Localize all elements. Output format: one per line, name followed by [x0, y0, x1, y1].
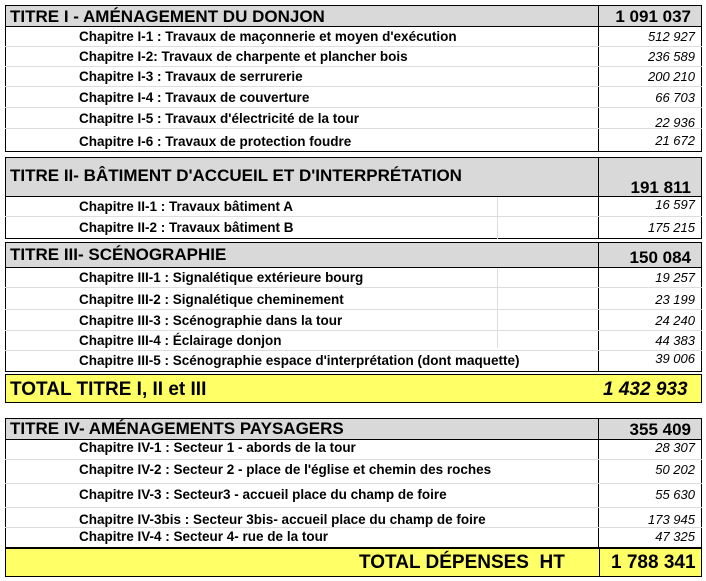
chapter-value: 173 945	[648, 512, 695, 527]
chapter-value: 200 210	[648, 69, 695, 84]
section-title: TITRE IV- AMÉNAGEMENTS PAYSAGERS	[10, 419, 344, 438]
chapter-label: Chapitre IV-4 : Secteur 4- rue de la tour	[79, 529, 329, 544]
chapter-label: Chapitre III-3 : Scénographie dans la tour	[79, 313, 343, 328]
table-row	[5, 88, 702, 108]
table-row	[5, 47, 702, 67]
table-row	[5, 528, 702, 548]
chapter-value: 39 006	[655, 351, 695, 366]
chapter-value: 175 215	[648, 220, 695, 235]
chapter-value: 19 257	[655, 270, 695, 285]
section-total: 150 084	[629, 248, 691, 267]
table-row	[5, 311, 702, 331]
total-value: 1 432 933	[603, 379, 688, 400]
chapter-label: Chapitre IV-1 : Secteur 1 - abords de la tour	[79, 440, 356, 455]
chapter-label: Chapitre I-3 : Travaux de serrurerie	[79, 69, 303, 84]
chapter-value: 55 630	[655, 487, 695, 502]
table-row	[5, 109, 702, 129]
chapter-value: 50 202	[655, 462, 695, 477]
table-row	[5, 440, 702, 460]
table-row	[5, 130, 702, 150]
total-value: 1 788 341	[611, 552, 696, 573]
chapter-label: Chapitre IV-2 : Secteur 2 - place de l'église et chemin des roches	[79, 462, 492, 477]
table-row	[5, 508, 702, 528]
table-row	[5, 197, 702, 217]
section-titre-1	[5, 5, 702, 152]
section-titre-2	[5, 157, 702, 239]
section-total: 191 811	[630, 178, 691, 197]
chapter-label: Chapitre III-5 : Scénographie espace d'interprétation (dont maquette)	[79, 353, 520, 368]
total-label: TOTAL DÉPENSES HT	[359, 552, 565, 573]
table-row	[5, 290, 702, 310]
chapter-value: 21 672	[655, 133, 695, 148]
chapter-label: Chapitre I-4 : Travaux de couverture	[79, 90, 310, 105]
chapter-value: 23 199	[655, 292, 695, 307]
table-row	[5, 351, 702, 371]
total-titres-1-2-3	[5, 374, 702, 403]
table-row	[5, 67, 702, 87]
chapter-value: 24 240	[655, 313, 695, 328]
total-depenses	[5, 548, 702, 577]
chapter-value: 66 703	[655, 90, 695, 105]
section-title: TITRE II- BÂTIMENT D'ACCUEIL ET D'INTERPRÉTATION	[10, 166, 462, 185]
chapter-label: Chapitre II-1 : Travaux bâtiment A	[79, 199, 294, 214]
chapter-value: 28 307	[655, 440, 695, 455]
chapter-label: Chapitre I-5 : Travaux d'électricité de la tour	[79, 111, 360, 126]
chapter-label: Chapitre I-2: Travaux de charpente et plancher bois	[79, 49, 408, 64]
table-row	[5, 460, 702, 484]
chapter-label: Chapitre III-4 : Éclairage donjon	[79, 333, 282, 348]
chapter-label: Chapitre I-1 : Travaux de maçonnerie et moyen d'exécution	[79, 29, 457, 44]
chapter-label: Chapitre III-1 : Signalétique extérieure bourg	[79, 270, 364, 285]
chapter-label: Chapitre III-2 : Signalétique cheminement	[79, 292, 344, 307]
chapter-value: 44 383	[655, 333, 695, 348]
chapter-label: Chapitre II-2 : Travaux bâtiment B	[79, 220, 294, 235]
section-titre-3	[5, 242, 702, 372]
table-row	[5, 218, 702, 238]
section-titre-4	[5, 418, 702, 548]
table-row	[5, 268, 702, 288]
section-total: 355 409	[629, 420, 691, 439]
chapter-value: 47 325	[655, 529, 695, 544]
table-row	[5, 484, 702, 508]
chapter-value: 236 589	[648, 49, 695, 64]
section-title: TITRE III- SCÉNOGRAPHIE	[10, 245, 227, 264]
chapter-value: 16 597	[655, 197, 695, 212]
table-row	[5, 27, 702, 47]
section-total: 1 091 037	[615, 7, 691, 26]
chapter-label: Chapitre IV-3 : Secteur3 - accueil place du champ de foire	[79, 487, 447, 502]
chapter-label: Chapitre I-6 : Travaux de protection foudre	[79, 134, 352, 149]
chapter-value: 22 936	[655, 115, 695, 130]
total-label: TOTAL TITRE I, II et III	[10, 379, 207, 400]
chapter-label: Chapitre IV-3bis : Secteur 3bis- accueil place du champ de foire	[79, 512, 486, 527]
chapter-value: 512 927	[648, 29, 695, 44]
table-row	[5, 331, 702, 351]
column-divider	[599, 549, 600, 576]
section-title: TITRE I - AMÉNAGEMENT DU DONJON	[10, 7, 325, 26]
